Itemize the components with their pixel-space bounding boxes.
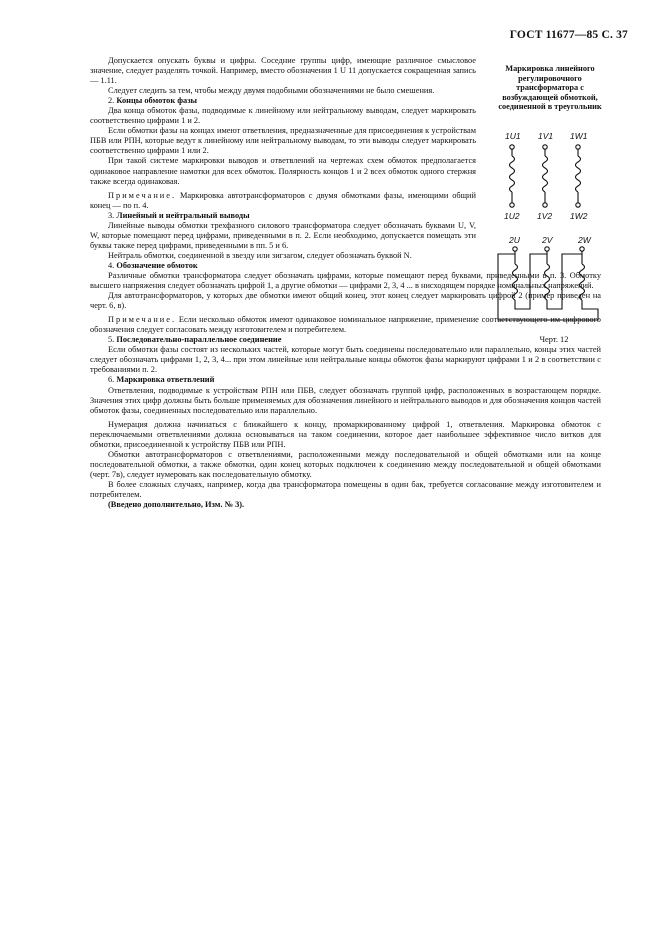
paragraph: Нейтраль обмотки, соединенной в звезду или зигзагом, следует обозначать буквой N.: [108, 250, 412, 260]
terminal-1w1: [576, 145, 580, 149]
terminal-1w2: [576, 203, 580, 207]
section-heading-2: 2. Концы обмоток фазы: [108, 96, 198, 106]
winding-coil-1w: [576, 156, 581, 192]
winding-coil-2w: [580, 264, 585, 300]
figure-title: Маркировка линейного регулировочного трансформатора с возбуждающей обмоткой, соединенной в треугольник: [498, 64, 602, 112]
section-heading-4: 4. Обозначение обмоток: [108, 260, 198, 270]
terminal-2w: [580, 247, 584, 251]
winding-coil-2u: [513, 264, 518, 300]
label-1v1: 1V1: [538, 131, 554, 141]
paragraph: Обмотки автотрансформаторов с ответвлениями, расположенными между последовательной и общей обмотками или на конце последовательной обмотки, а также обмотки, один конец которых подключен к соединению между последовательной и общей обмотками (черт. 7в), следует нумеровать как последовательную обмотку.: [90, 449, 601, 479]
terminal-1u1: [510, 145, 514, 149]
label-2u: 2U: [509, 235, 520, 245]
label-1w2: 1W2: [570, 211, 588, 221]
paragraph: Нумерация должна начинаться с ближайшего к концу, промаркированному цифрой 1, ответвления. Маркировка обмоток с переключаемыми ответвлениями должна основываться на таком соединении, которое дает наибольшее эффективное число витков для обмотки, присоединенной к устройству ПБВ или РПН.: [90, 419, 601, 449]
section-heading-6: 6. Маркировка ответвлений: [108, 375, 215, 385]
terminal-1v2: [543, 203, 547, 207]
paragraph: Если обмотки фазы на концах имеют ответвления, предназначенные для присоединения к устройствам ПБВ или РПН, которые ведут к линейному или нейтральному выводам, то эти выводы следует маркировать соответственно цифрами 1 или 2.: [90, 126, 476, 156]
label-1u2: 1U2: [504, 211, 520, 221]
section-heading-3: 3. Линейный и нейтральный выводы: [108, 210, 250, 220]
note-2: Примечание. Если несколько обмоток имеют одинаковое номинальное напряжение, применение соответствующего им цифрового обозначения следует согласовать между изготовителем и потребителем.: [90, 315, 601, 335]
paragraph: Если обмотки фазы состоят из нескольких частей, которые могут быть соединены последовательно или параллельно, концы этих частей следует обозначать цифрами 1, 2, 3, 4... при этом линейные или нейтральные концы обмоток фазы маркируют цифрами 1 и 2 в соответствии с требованиями п. 2.: [90, 345, 601, 375]
label-1v2: 1V2: [537, 211, 553, 221]
winding-coil-2v: [545, 264, 550, 300]
section-heading-5: 5. Последовательно-параллельное соединение: [108, 335, 282, 345]
figure-caption: Черт. 12: [539, 335, 569, 344]
paragraph: Два конца обмоток фазы, подводимые к линейному или нейтральному выводам, следует маркировать соответственно цифрами 1 и 2.: [90, 106, 476, 126]
label-1w1: 1W1: [570, 131, 588, 141]
amendment-note: (Введено дополнительно, Изм. № 3).: [108, 500, 245, 510]
terminal-1u2: [510, 203, 514, 207]
page-header: ГОСТ 11677—85 С. 37: [509, 29, 628, 41]
paragraph: Следует следить за тем, чтобы между двумя подобными обозначениями не было смешения.: [108, 86, 435, 96]
winding-coil-1u: [510, 156, 515, 192]
terminal-1v1: [543, 145, 547, 149]
paragraph: Ответвления, подводимые к устройствам РПН или ПБВ, следует обозначать группой цифр, расположенных в возрастающем порядке. Значения этих цифр должны быть больше применяемых для обозначения линейного и нейтрального выводов и для обозначения концов частей обмоток фазы, соединенных последовательно или параллельно.: [90, 385, 601, 415]
note-1: Примечание. Маркировка автотрансформаторов с двумя обмотками фазы, имеющими общий конец — по п. 4.: [90, 190, 476, 210]
winding-diagram: [490, 126, 612, 338]
paragraph: Линейные выводы обмотки трехфазного силового трансформатора следует обозначать буквами U, V, W, которые помещают перед цифрами, приведенными в п. 2. Если необходимо, допускается помещать эти буквы также перед цифрами, приведенными в пп. 5 и 6.: [90, 220, 476, 250]
paragraph: В более сложных случаях, например, когда два трансформатора помещены в один бак, требуется согласование между изготовителем и потребителем.: [90, 479, 601, 499]
terminal-2u: [513, 247, 517, 251]
paragraph: При такой системе маркировки выводов и ответвлений на чертежах схем обмоток предполагается одинаковое направление намотки для всех обмоток. Полярность концов 1 и 2 всех обмоток одного стержня также всегда одинаковая.: [90, 156, 476, 186]
terminal-2v: [545, 247, 549, 251]
paragraph: Допускается опускать буквы и цифры. Соседние группы цифр, имеющие различное смысловое значение, следует разделять точкой. Например, вместо обозначения 1 U 11 допускается сокращенная запись — 1.11.: [90, 56, 476, 86]
label-2w: 2W: [578, 235, 591, 245]
paragraph: Для автотрансформаторов, у которых две обмотки имеют общий конец, этот конец следует маркировать цифрой 2 (пример приведен на черт. 6, в).: [90, 291, 601, 311]
label-1u1: 1U1: [505, 131, 521, 141]
paragraph: Различные обмотки трансформатора следует обозначать цифрами, которые помещают перед буквами, приведенными в п. 3. Обмотку высшего напряжения следует обозначать цифрой 1, а другие обмотки — цифрами 2, 3, 4 ... в нисходящем порядке номинальных напряжений.: [90, 270, 601, 291]
winding-coil-1v: [543, 156, 548, 192]
label-2v: 2V: [542, 235, 553, 245]
